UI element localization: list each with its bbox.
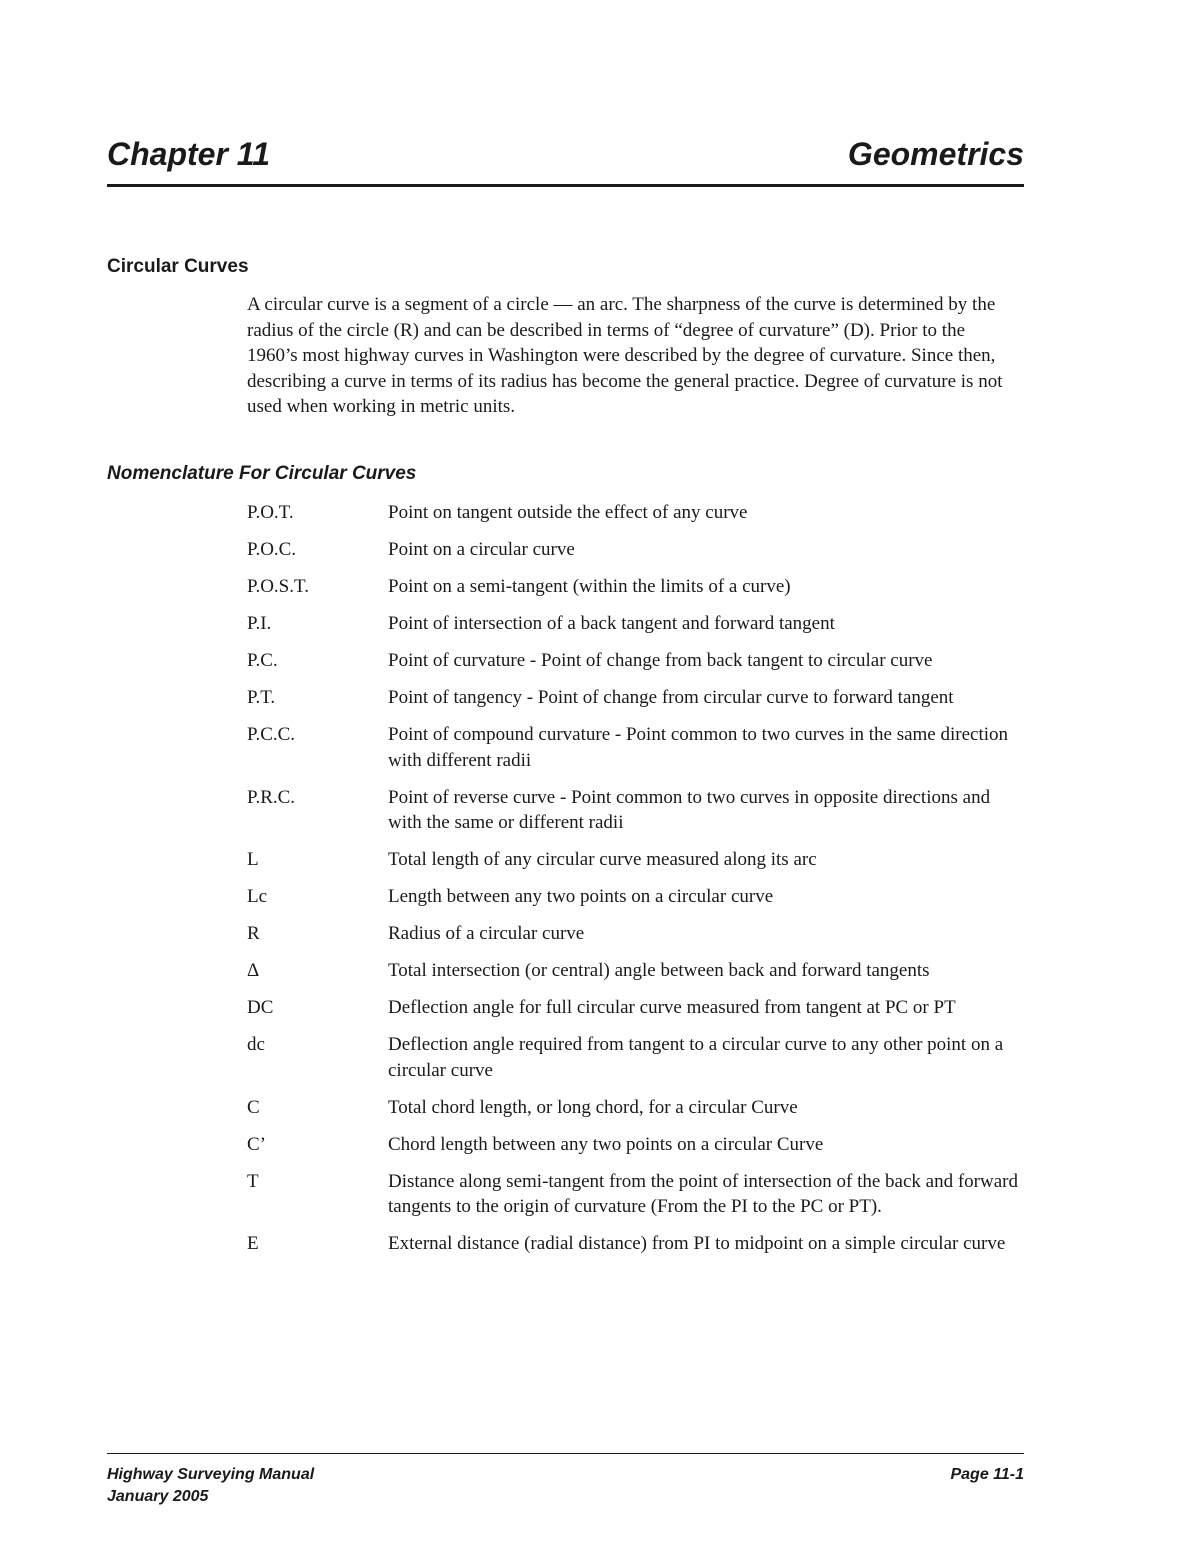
term-row (247, 722, 1027, 773)
term-definition: Point of curvature - Point of change from back tangent to circular curve (388, 650, 933, 671)
term-abbreviation: R (247, 923, 260, 944)
term-row (247, 1169, 1027, 1220)
term-abbreviation: C (247, 1096, 260, 1118)
term-row (247, 995, 1027, 1021)
term-abbreviation: C’ (247, 1133, 266, 1155)
chapter-header (107, 134, 1024, 187)
manual-title: Highway Surveying Manual (107, 1466, 315, 1483)
term-row (247, 685, 1027, 711)
term-definition: Point of compound curvature - Point common to two curves in the same direction with different radii (388, 724, 1009, 771)
term-abbreviation: P.O.S.T. (247, 576, 309, 597)
term-definition: Point of reverse curve - Point common to two curves in opposite directions and with the same or different radii (388, 786, 991, 833)
publication-date: January 2005 (107, 1488, 209, 1505)
term-definition: Radius of a circular curve (388, 923, 585, 944)
term-row (247, 574, 1027, 600)
term-row (247, 785, 1027, 836)
term-definition: Point on a semi-tangent (within the limits of a curve) (388, 576, 791, 597)
term-abbreviation: E (247, 1233, 259, 1254)
term-row (247, 884, 1027, 910)
term-definition: Total intersection (or central) angle between back and forward tangents (388, 960, 930, 981)
term-abbreviation: P.O.T. (247, 502, 294, 523)
term-abbreviation: DC (247, 997, 274, 1018)
chapter-number: Chapter 11 (107, 136, 271, 172)
term-abbreviation: P.I. (247, 613, 272, 634)
term-abbreviation: P.C. (247, 650, 278, 671)
term-row (247, 648, 1027, 674)
term-definition: External distance (radial distance) from PI to midpoint on a simple circular curve (388, 1233, 1006, 1254)
term-definition: Point of intersection of a back tangent and forward tangent (388, 613, 835, 634)
term-row (247, 921, 1027, 947)
term-definition: Point on tangent outside the effect of any curve (388, 502, 748, 523)
term-definition: Chord length between any two points on a circular Curve (388, 1133, 824, 1155)
term-abbreviation: P.C.C. (247, 724, 296, 745)
term-row (247, 611, 1027, 637)
intro-paragraph: A circular curve is a segment of a circle — an arc. The sharpness of the curve is determined by the radius of the circle (R) and can be described in terms of “degree of curvature” (D). Prior to the 1960’s most highway curves in Washington were described by the degree of curvature. Since then, describing a curve in terms of its radius has become the general practice. Degree of curvature is not used when working in metric units. (247, 294, 1003, 417)
term-abbreviation: P.T. (247, 687, 276, 708)
term-abbreviation: P.O.C. (247, 539, 297, 560)
page-footer (107, 1453, 1024, 1505)
term-row (247, 537, 1027, 563)
term-definition: Deflection angle required from tangent to a circular curve to any other point on a circular curve (388, 1034, 1004, 1081)
term-definition: Total length of any circular curve measured along its arc (388, 849, 817, 870)
term-row (247, 1032, 1027, 1083)
nomenclature-list (247, 500, 1027, 1268)
chapter-title: Geometrics (847, 136, 1024, 172)
term-abbreviation: Δ (247, 960, 260, 981)
section-heading: Circular Curves (107, 256, 249, 277)
term-definition: Deflection angle for full circular curve measured from tangent at PC or PT (388, 997, 956, 1018)
term-row (247, 500, 1027, 526)
term-abbreviation: L (247, 849, 259, 870)
term-row (247, 1095, 1027, 1121)
term-row (247, 958, 1027, 984)
term-definition: Total chord length, or long chord, for a circular Curve (388, 1096, 798, 1118)
term-abbreviation: T (247, 1170, 259, 1192)
term-definition: Point of tangency - Point of change from circular curve to forward tangent (388, 687, 954, 708)
term-definition: Distance along semi-tangent from the point of intersection of the back and forward tangents to the origin of curvature (From the PI to the PC or PT). (388, 1170, 1018, 1217)
term-abbreviation: P.R.C. (247, 786, 296, 808)
page-number: Page 11-1 (950, 1466, 1024, 1483)
term-definition: Length between any two points on a circular curve (388, 886, 774, 907)
term-abbreviation: dc (247, 1034, 265, 1055)
nomenclature-heading: Nomenclature For Circular Curves (107, 463, 417, 484)
term-definition: Point on a circular curve (388, 539, 575, 560)
term-row (247, 1132, 1027, 1158)
term-row (247, 1231, 1027, 1257)
term-row (247, 847, 1027, 873)
term-abbreviation: Lc (247, 886, 268, 907)
footer-left (107, 1464, 314, 1508)
